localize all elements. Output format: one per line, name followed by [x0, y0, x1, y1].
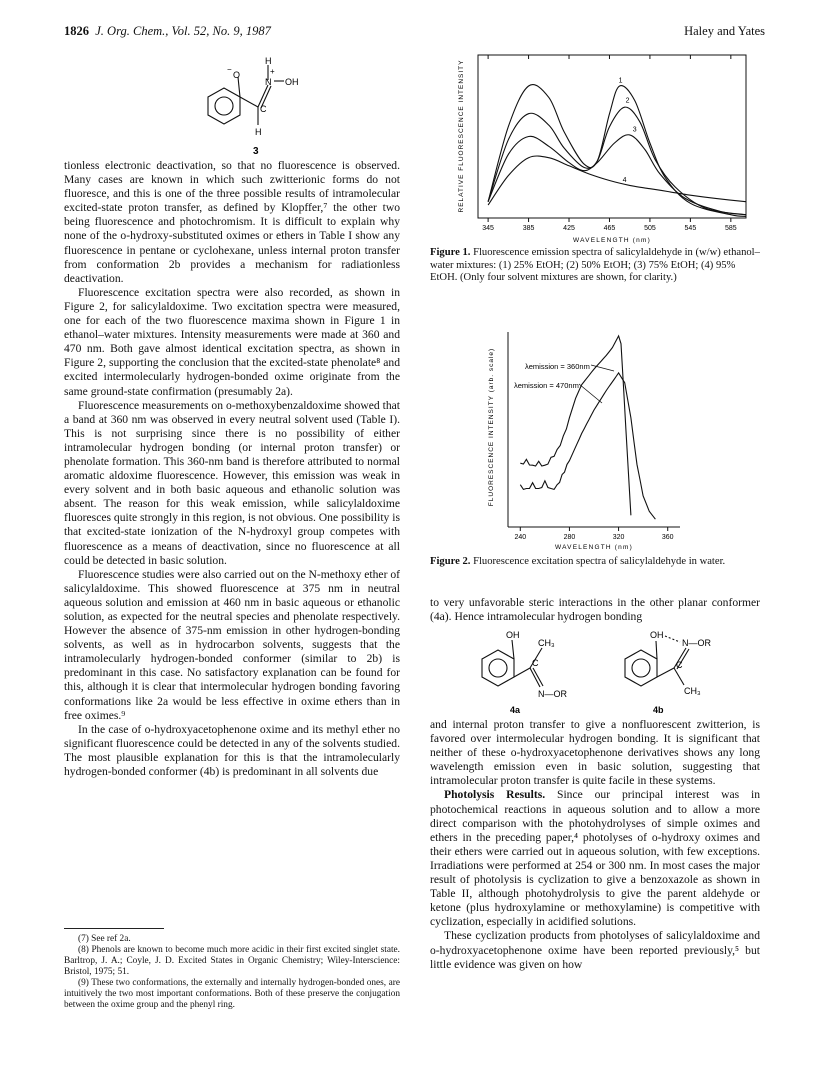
x-tick-label: 240: [514, 534, 527, 541]
structure-3-atom-c: C: [260, 104, 267, 114]
footnote-rule: [64, 928, 164, 929]
running-header-left: [64, 24, 271, 39]
x-tick-label: 385: [522, 225, 535, 232]
structure-4b-label: 4b: [653, 705, 664, 714]
figure-1-ylabel: RELATIVE FLUORESCENCE INTENSITY: [458, 59, 465, 213]
series-label-3: 3: [632, 126, 637, 134]
structure-4a-n-or: N—OR: [538, 689, 567, 699]
structure-3-atom-n: N: [265, 77, 272, 87]
structure-4b-n-or: N—OR: [682, 638, 711, 648]
structure-4a-ch3: CH₃: [538, 638, 555, 648]
section-heading-photolysis: Photolysis Results.: [444, 788, 546, 802]
figure-2-ylabel: FLUORESCENCE INTENSITY (arb. scale): [488, 347, 495, 507]
left-column: [64, 159, 400, 779]
x-tick-label: 320: [612, 534, 625, 541]
x-tick-label: 360: [661, 534, 674, 541]
series-line-1: [488, 85, 746, 217]
structure-3: [188, 55, 338, 155]
structure-4b-oh: OH: [650, 630, 664, 640]
series-line-3: [488, 135, 746, 215]
figure-2-caption-text: Fluorescence excitation spectra of salicylaldehyde in water.: [473, 556, 726, 567]
paragraph-4: Fluorescence studies were also carried out on the N-methoxy ether of salicylaldoxime. This showed fluorescence at 375 nm in neutral aqueous solution and emission at 460 nm in basic aqueous or ethanolic solution, as expected for the neutral species and phenolate respectively. However the absence of 375-nm emission in other hydrogen-bonding solvents, as well as in hydrocarbon solvents, suggests that the intramolecularly hydrogen-bonded conformer (similar to 2b) is predominant in this case. No satisfactory explanation can be found for this, although it is clear that intermolecular hydrogen bonding favoring conformations like 2a would be less effective in oxime ethers than in free oximes.⁹: [64, 567, 400, 722]
series-line-2: [520, 373, 655, 519]
structure-3-atom-oh: OH: [285, 77, 299, 87]
figure-1-xlabel: WAVELENGTH (nm): [573, 237, 651, 244]
x-tick-label: 505: [644, 225, 656, 232]
x-tick-label: 345: [482, 225, 494, 232]
figure-2-caption: [430, 556, 760, 569]
paragraph-5: In the case of o-hydroxyacetophenone oxime and its methyl ether no significant fluorescence could be detected in any of the solvents studied. The most plausible explanation for this is that the intramolecularly hydrogen-bonded conformer (4b) is predominant in all solvents due: [64, 722, 400, 779]
figure-2-label-360: λemission = 360nm: [525, 362, 590, 371]
right-paragraph-2: and internal proton transfer to give a nonfluorescent zwitterion, is favored over intermolecular hydrogen bonding. It is significant that neither of these o-hydroxyacetophenone derivatives shows any long wavelength emission even in basic solution, suggesting that intramolecular proton transfer is quite facile in these systems.: [430, 718, 760, 788]
series-label-2: 2: [625, 97, 630, 105]
footnotes: [64, 934, 400, 1011]
footnote-9: (9) These two conformations, the externally and internally hydrogen-bonded ones, are intuitively the two most important conformations. Both of these preserve the conjugation between the oxime group and the phenyl ring.: [64, 978, 400, 1010]
structure-4b-c: C: [676, 660, 683, 670]
running-header-authors: Haley and Yates: [684, 24, 765, 38]
figure-1-caption-label: Figure 1.: [430, 247, 471, 258]
structure-3-atom-o: O: [233, 70, 241, 80]
figure-1-caption: [430, 247, 760, 285]
structure-3-charge-minus: −: [227, 65, 232, 74]
structure-3-charge-plus: +: [270, 67, 275, 76]
figure-2-arrow-470: [579, 384, 602, 403]
series-line-4: [488, 156, 746, 205]
series-label-4: 4: [622, 177, 627, 185]
structure-3-label: 3: [253, 146, 259, 155]
series-label-1: 1: [618, 77, 623, 85]
right-paragraph-3-text: Since our principal interest was in photochemical reactions in aqueous solution and to allow a more direct comparison with the photohydrolyses of simple oximes and ethers in the preceding paper,⁴ photolyses of o-hydroxy oximes and their ethers were carried out in aqueous solution, with few exceptions. Irradiations were performed at 254 or 300 nm. In most cases the major result of photolysis is cyclization to give a benzoxazole as shown in Table II, although photohydrolysis to give the parent aldehyde or ketone (plus hydroxylamine or methoxylamine) is competitive with cyclization, especially in acidified solutions.: [430, 788, 760, 929]
figure-2-label-470: λemission = 470nm: [514, 381, 579, 390]
structures-4a-4b: [470, 624, 730, 714]
right-paragraph-3: [430, 788, 760, 929]
structure-4a-c: C: [532, 658, 539, 668]
figure-1-chart: [450, 50, 750, 245]
journal-citation: J. Org. Chem., Vol. 52, No. 9, 1987: [95, 24, 271, 38]
paragraph-1: tionless electronic deactivation, so that no fluorescence is observed. Many cases are known in which such zwitterionic forms do not fluoresce, and this is one of the three possible results of intramolecular excited-state proton transfer, as defined by Klopffer,⁷ the other two being fluorescence and photochromism. It is difficult to explain why none of the o-hydroxy-substituted oximes or ethers in Table I show any fluorescence in pentane or cyclohexane, unless internal proton transfer from conformation 2b provides a mechanism for radiationless deactivation.: [64, 159, 400, 285]
right-column-top: [430, 596, 760, 624]
x-tick-label: 585: [724, 225, 737, 232]
structure-4b-ch3: CH₃: [684, 686, 701, 696]
footnote-7: (7) See ref 2a.: [78, 934, 131, 944]
structure-3-atom-h-top: H: [265, 56, 272, 66]
x-tick-label: 465: [603, 225, 616, 232]
structure-3-atom-h-bottom: H: [255, 127, 262, 137]
footnote-8: (8) Phenols are known to become much more acidic in their first excited singlet state. Barltrop, J. A.; Coyle, J. D. Excited States in Organic Chemistry; Wiley-Interscience: Bristol, 1975; 51.: [64, 945, 400, 977]
right-paragraph-4: These cyclization products from photolyses of salicylaldoxime and o-hydroxyacetophenone oxime have been reported previously,⁵ but little evidence was given on how: [430, 929, 760, 971]
figure-2-xlabel: WAVELENGTH (nm): [555, 544, 633, 551]
paragraph-2: Fluorescence excitation spectra were also recorded, as shown in Figure 2, for salicylaldoxime. Two excitation spectra were measured, one for each of the two fluorescence maxima shown in Figure 1 in ethanol–water mixtures. Intensity measurements were made at 360 and 470 nm. Both gave almost identical excitation spectra, as shown in Figure 2, supporting the conclusion that the excited-state phenolate⁸ and excited intermolecularly hydrogen-bonded oxime originate from the same ground-state confirmation (presumably 2a).: [64, 285, 400, 398]
right-column-bottom: [430, 718, 760, 972]
figure-1-caption-text: Fluorescence emission spectra of salicylaldehyde in (w/w) ethanol–water mixtures: (1) 25% EtOH; (2) 50% EtOH; (3) 75% EtOH; (4) 95% EtOH. (Only four solvent mixtures are shown, for clarity.): [430, 247, 760, 284]
structure-4a-oh: OH: [506, 630, 520, 640]
series-line-2: [488, 107, 746, 215]
x-tick-label: 425: [563, 225, 575, 232]
paragraph-3: Fluorescence measurements on o-methoxybenzaldoxime showed that a band at 360 nm was observed in every neutral solvent used (Table I). This is not surprising since there is no possibility of either intramolecular hydrogen bonding (or internal proton transfer) or phenolate formation. This 360-nm band is therefore attributed to normal aromatic aldoxime fluorescence. However, this emission was weak in every solvent and in both basic aqueous and ethanolic solution was absent. The reason for this weak emission, while salicylaldoxime fluoresces quite strongly in this region, is not obvious. One possibility is that excited-state ionization of the N-hydroxyl group competes with fluorescence as a means of deactivation, since no fluorescence at all could be detected in basic solution.: [64, 398, 400, 567]
x-tick-label: 280: [563, 534, 576, 541]
right-paragraph-1: to very unfavorable steric interactions in the other planar conformer (4a). Hence intramolecular hydrogen bonding: [430, 596, 760, 624]
figure-2-chart: [480, 327, 700, 552]
structure-4a-label: 4a: [510, 705, 521, 714]
page-number: 1826: [64, 24, 89, 38]
x-tick-label: 545: [684, 225, 697, 232]
figure-2-caption-label: Figure 2.: [430, 556, 471, 567]
